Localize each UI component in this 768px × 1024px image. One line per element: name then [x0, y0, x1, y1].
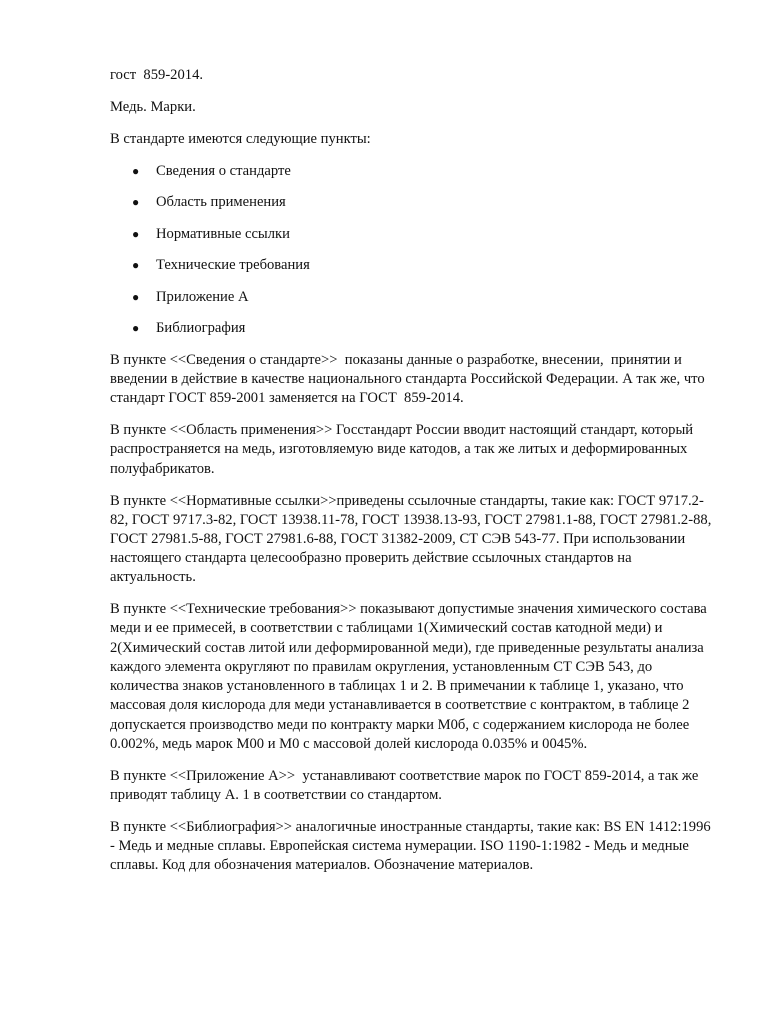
bullet-icon: ● [132, 258, 140, 273]
list-item-label: Нормативные ссылки [156, 225, 290, 242]
list-item-label: Область применения [156, 194, 286, 211]
paragraph-prilozhenie: В пункте <<Приложение А>> устанавливают соответствие марок по ГОСТ 859-2014, а так же приводят таблицу А. 1 в соответствии со стандартом. [110, 767, 702, 803]
bullet-icon: ● [132, 195, 140, 210]
bullet-icon: ● [132, 321, 140, 336]
list-item [110, 288, 714, 307]
paragraph-oblast: В пункте <<Область применения>> Госстандарт России вводит настоящий стандарт, который распространяется на медь, изготовляемую виде катодов, а так же литых и деформированных полуфабрикатов. [110, 422, 694, 477]
list-item [110, 256, 714, 275]
list-item-label: Технические требования [156, 257, 310, 274]
paragraph-bibliografiya: В пункте <<Библиография>> аналогичные иностранные стандарты, такие как: BS EN 1412:1996 - Медь и медные сплавы. Европейская система нумерации. ISO 1190-1:1982 - Медь и медные сплавы. Код для обозначения материалов. Обозначение материалов. [110, 818, 711, 874]
list-item [110, 193, 714, 212]
paragraph-tehnicheskie: В пункте <<Технические требования>> показывают допустимые значения химического состава меди и ее примесей, в соответствии с таблицами 1(Химический состав катодной меди) и 2(Химический состав литой или деформированной меди), где приведенные результаты анализа каждого элемента округляют по правилам округления, установленным СТ СЭВ 543, до количества знаков установленного в таблицах 1 и 2. В примечании к таблице 1, указано, что массовая доля кислорода для меди устанавливается в соответствие с контрактом, в таблице 2 допускается производство меди по контракту марки М0б, с содержанием кислорода не более 0.002%, медь марок М00 и М0 с массовой долей кислорода 0.035% и 0045%. [110, 601, 707, 752]
list-item-label: Сведения о стандарте [156, 162, 291, 179]
list-item [110, 225, 714, 244]
paragraph-svedeniya: В пункте <<Сведения о стандарте>> показаны данные о разработке, внесении, принятии и введении в действие в качестве национального стандарта Российской Федерации. А так же, что стандарт ГОСТ 859-2001 заменяется на ГОСТ 859-2014. [110, 351, 709, 407]
paragraph-normativnye: В пункте <<Нормативные ссылки>>приведены ссылочные стандарты, такие как: ГОСТ 9717.2-82, ГОСТ 9717.3-82, ГОСТ 13938.11-78, ГОСТ 13938.13-93, ГОСТ 27981.1-88, ГОСТ 27981.2-88, ГОСТ 27981.5-88, ГОСТ 27981.6-88, ГОСТ 31382-2009, СТ СЭВ 543-77. При использовании настоящего стандарта целесообразно проверить действие ссылочных стандартов на актуальность. [110, 492, 712, 586]
list-item [110, 319, 714, 338]
bullet-icon: ● [132, 163, 140, 178]
document-page [110, 66, 714, 888]
list-item [110, 162, 714, 181]
bullet-icon: ● [132, 226, 140, 241]
document-title: Медь. Марки. [110, 98, 196, 115]
bullet-icon: ● [132, 289, 140, 304]
intro-text: В стандарте имеются следующие пункты: [110, 130, 371, 147]
document-heading: гост 859-2014. [110, 67, 204, 83]
section-list [110, 162, 714, 339]
list-item-label: Библиография [156, 320, 246, 337]
list-item-label: Приложение А [156, 288, 249, 305]
